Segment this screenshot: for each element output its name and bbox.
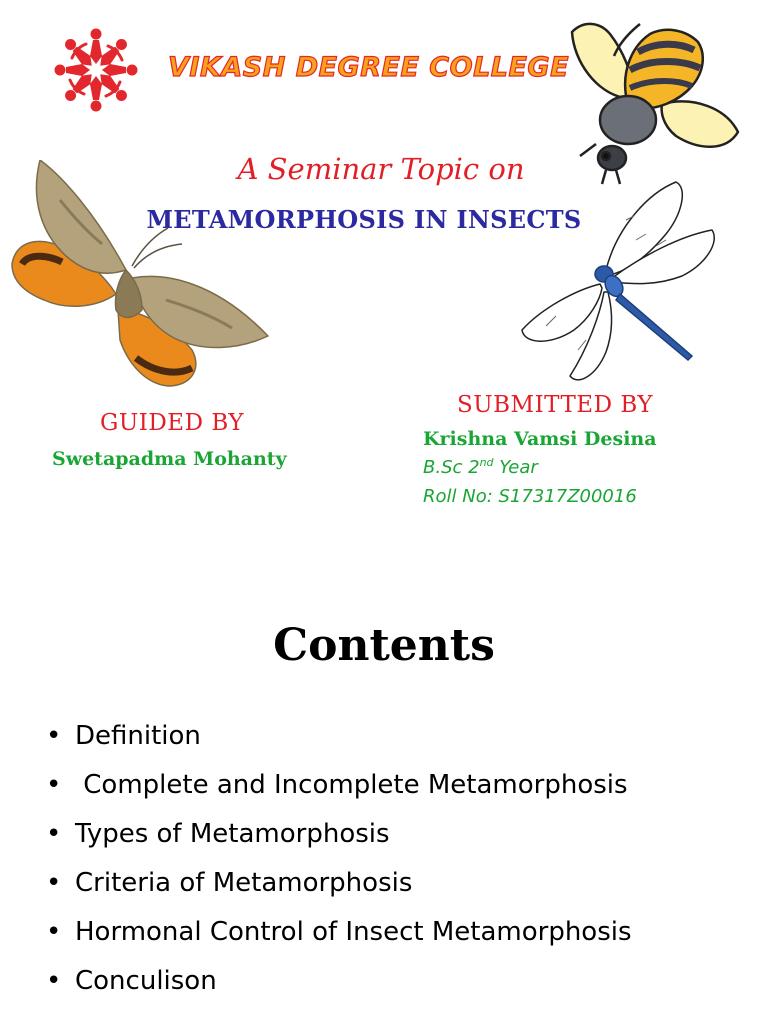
list-item [46,957,632,1006]
guided-by-label: GUIDED BY [100,410,245,436]
contents-title: Contents [273,620,495,671]
list-item-text: Types of Metamorphosis [75,819,390,849]
guide-name: Swetapadma Mohanty [52,448,287,470]
sun-people-logo-icon [44,18,148,121]
list-item [46,712,632,761]
roll-number: Roll No: S17317Z00016 [423,486,637,507]
college-logo [44,18,148,121]
moth-illustration [6,160,274,396]
bullet-icon: • [46,917,62,947]
list-item [46,761,632,810]
list-item [46,908,632,957]
college-name: VIKASH DEGREE COLLEGE [168,52,570,83]
bullet-icon: • [46,868,62,898]
seminar-line-text: A Seminar Topic on [237,152,525,186]
year-suffix: Year [493,457,538,478]
dragonfly-illustration [516,180,722,390]
list-item-text: Hormonal Control of Insect Metamorphosis [75,917,632,947]
dragonfly-icon [516,180,722,390]
list-item-text: Definition [75,721,201,751]
topic-title: METAMORPHOSIS IN INSECTS [146,205,582,234]
list-item [46,810,632,859]
list-item-text: Conculison [75,966,217,996]
bullet-icon: • [46,770,62,800]
bullet-icon: • [46,721,62,751]
submitted-by-label: SUBMITTED BY [457,392,654,418]
bullet-icon: • [46,966,62,996]
student-name: Krishna Vamsi Desina [423,428,657,450]
student-year [423,456,538,478]
list-item-text: Criteria of Metamorphosis [75,868,413,898]
bullet-icon: • [46,819,62,849]
year-prefix: B.Sc 2 [423,457,480,478]
list-item [46,859,632,908]
year-ordinal: nd [479,456,494,469]
moth-icon [6,160,274,396]
list-item-text: Complete and Incomplete Metamorphosis [75,770,628,800]
contents-list [46,712,632,1006]
